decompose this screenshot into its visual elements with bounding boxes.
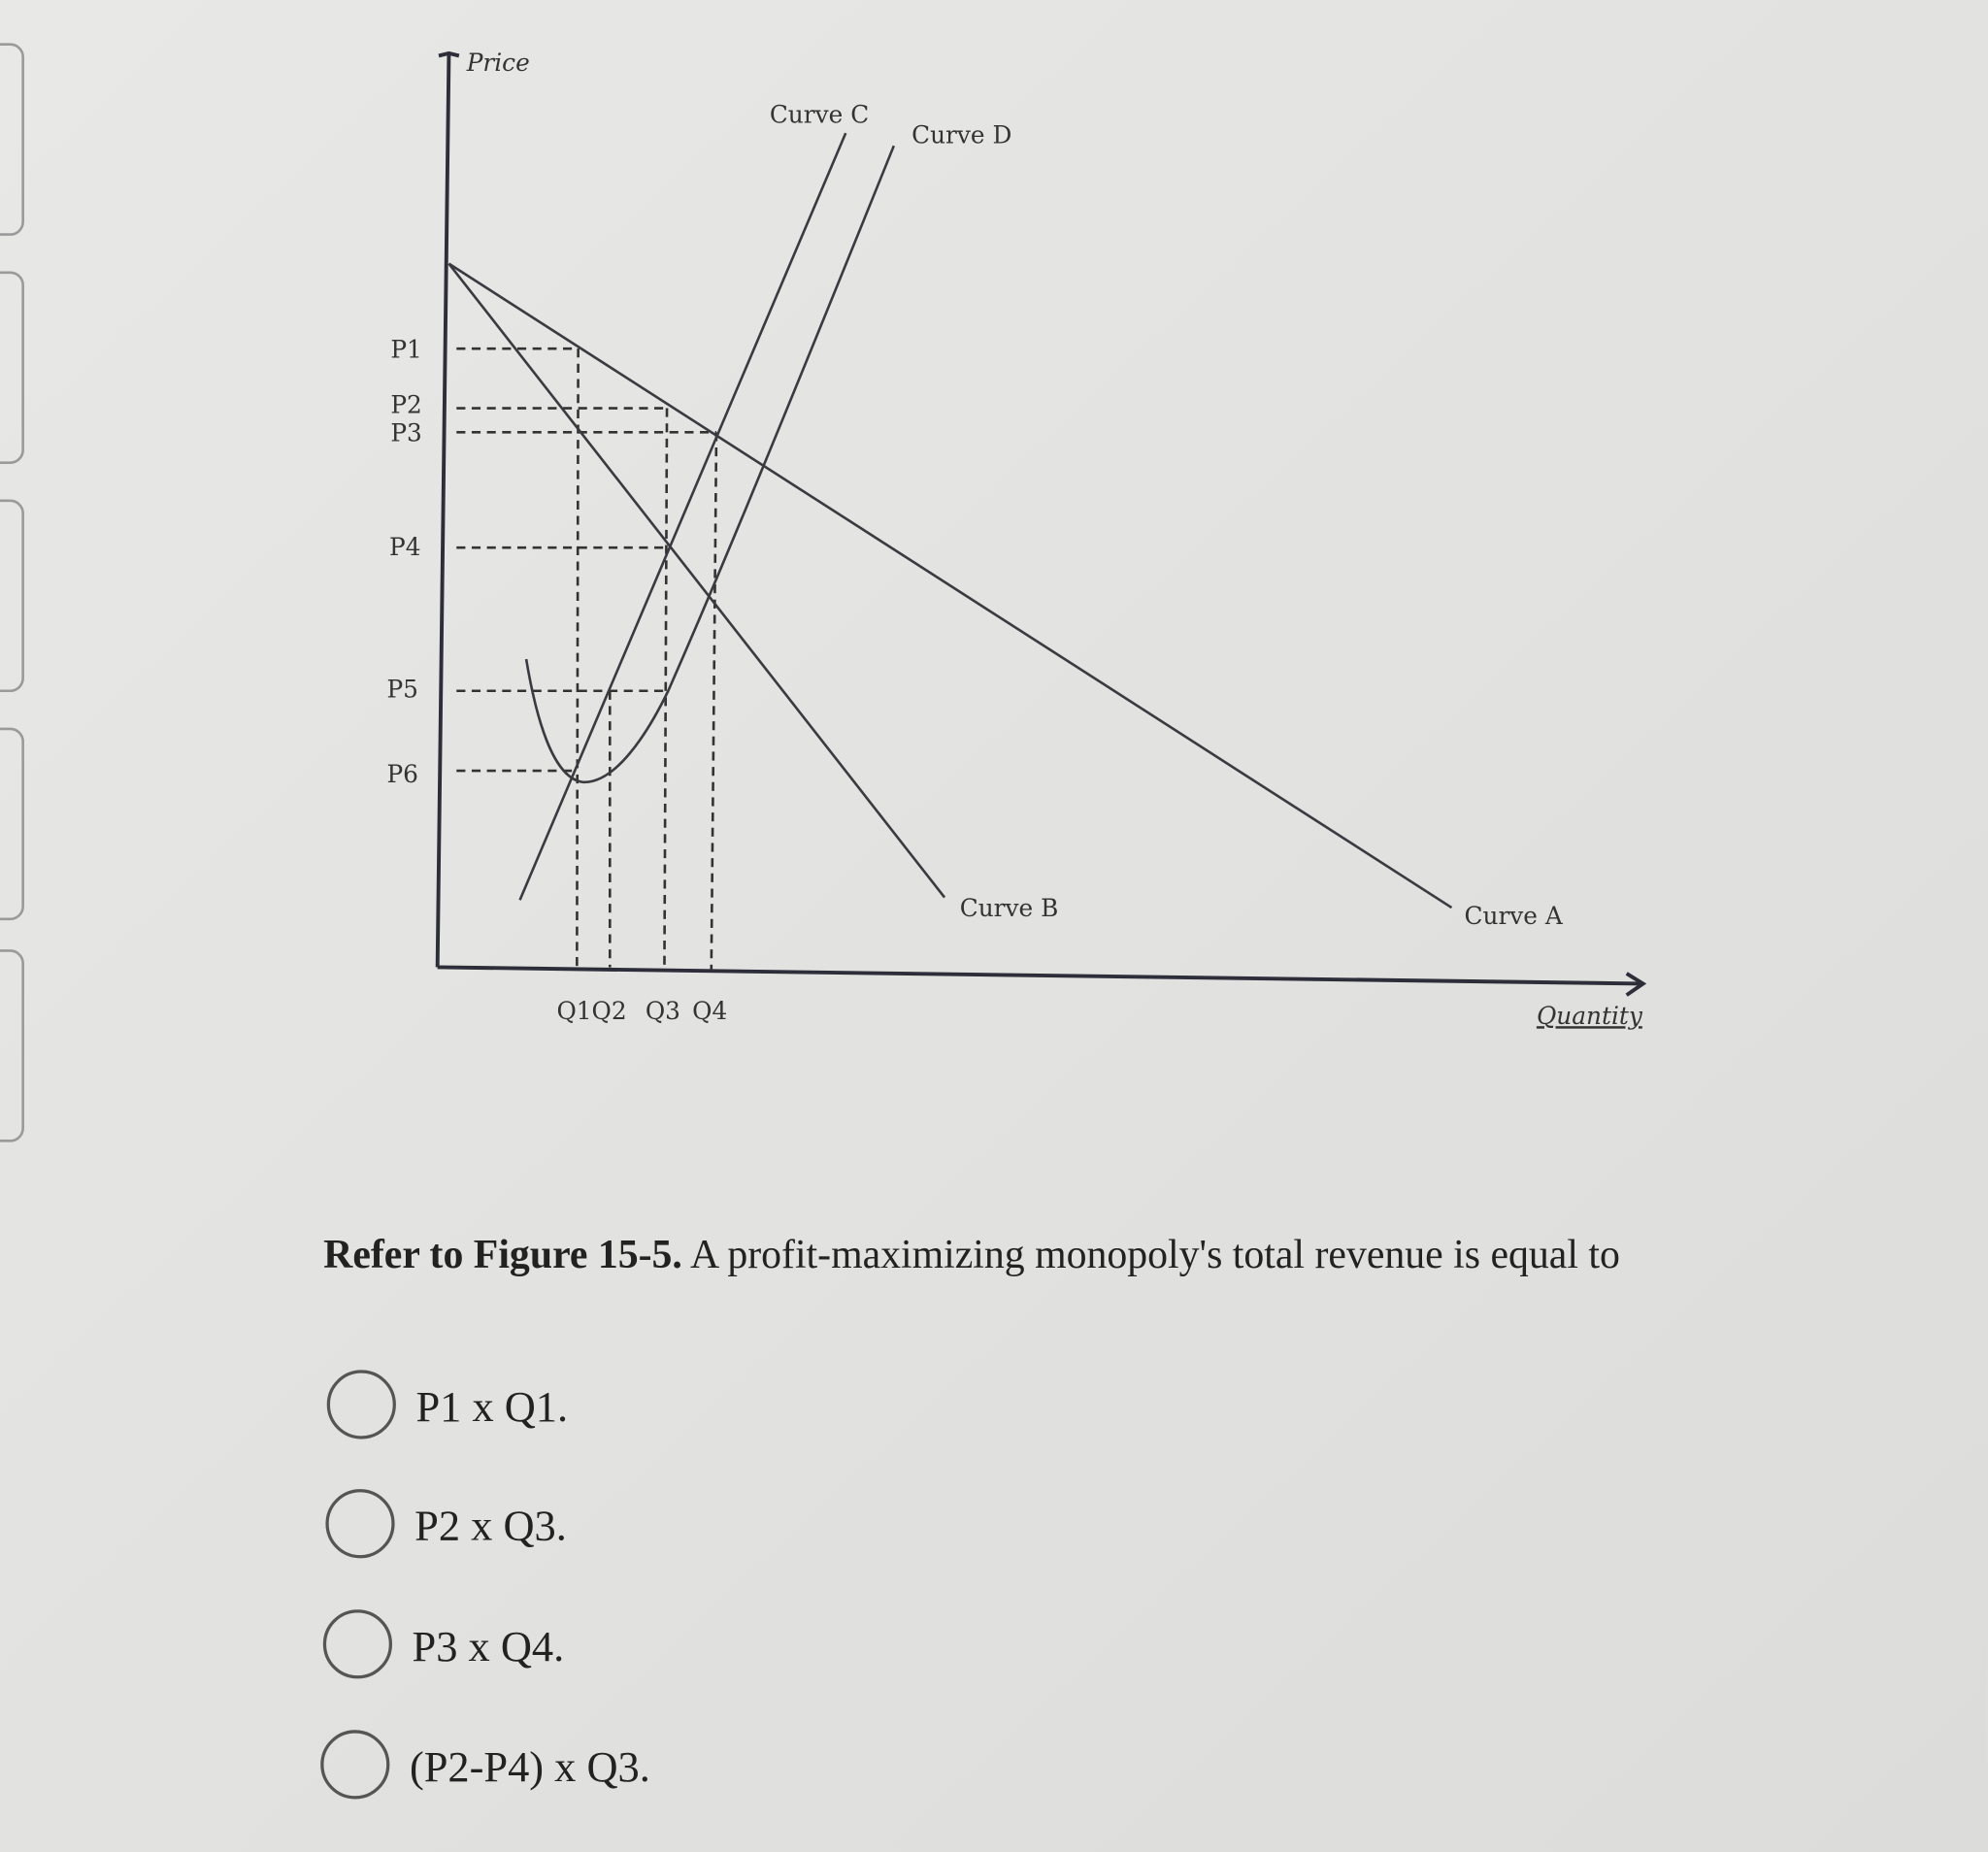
quantity-label-q1q2: Q1Q2 [556, 996, 627, 1025]
option-label: P2 x Q3. [414, 1501, 567, 1550]
question-reference: Refer to Figure 15-5. [323, 1232, 682, 1277]
quantity-label-q3: Q3 [645, 996, 680, 1025]
price-label-p3: P3 [390, 418, 422, 447]
price-label-p4: P4 [389, 533, 421, 562]
option-label: (P2-P4) x Q3. [409, 1741, 650, 1791]
quantity-label-q4: Q4 [692, 996, 728, 1025]
question-text [323, 1233, 1620, 1277]
price-label-p5: P5 [386, 675, 418, 704]
curve-b-label: Curve B [959, 894, 1059, 923]
x-axis-label: Quantity [1536, 1002, 1642, 1031]
option-label: P3 x Q4. [412, 1621, 565, 1670]
question-body: A profit-maximizing monopoly's total revenue is equal to [681, 1232, 1620, 1277]
curve-c-label: Curve C [769, 100, 870, 129]
curve-d-label: Curve D [911, 120, 1012, 149]
curve-a-label: Curve A [1464, 902, 1563, 931]
price-label-p2: P2 [390, 390, 422, 419]
q1-guide [577, 348, 578, 967]
price-label-p1: P1 [390, 335, 422, 364]
y-axis-label: Price [466, 49, 530, 78]
price-label-p6: P6 [386, 759, 418, 788]
option-label: P1 x Q1. [415, 1381, 569, 1431]
